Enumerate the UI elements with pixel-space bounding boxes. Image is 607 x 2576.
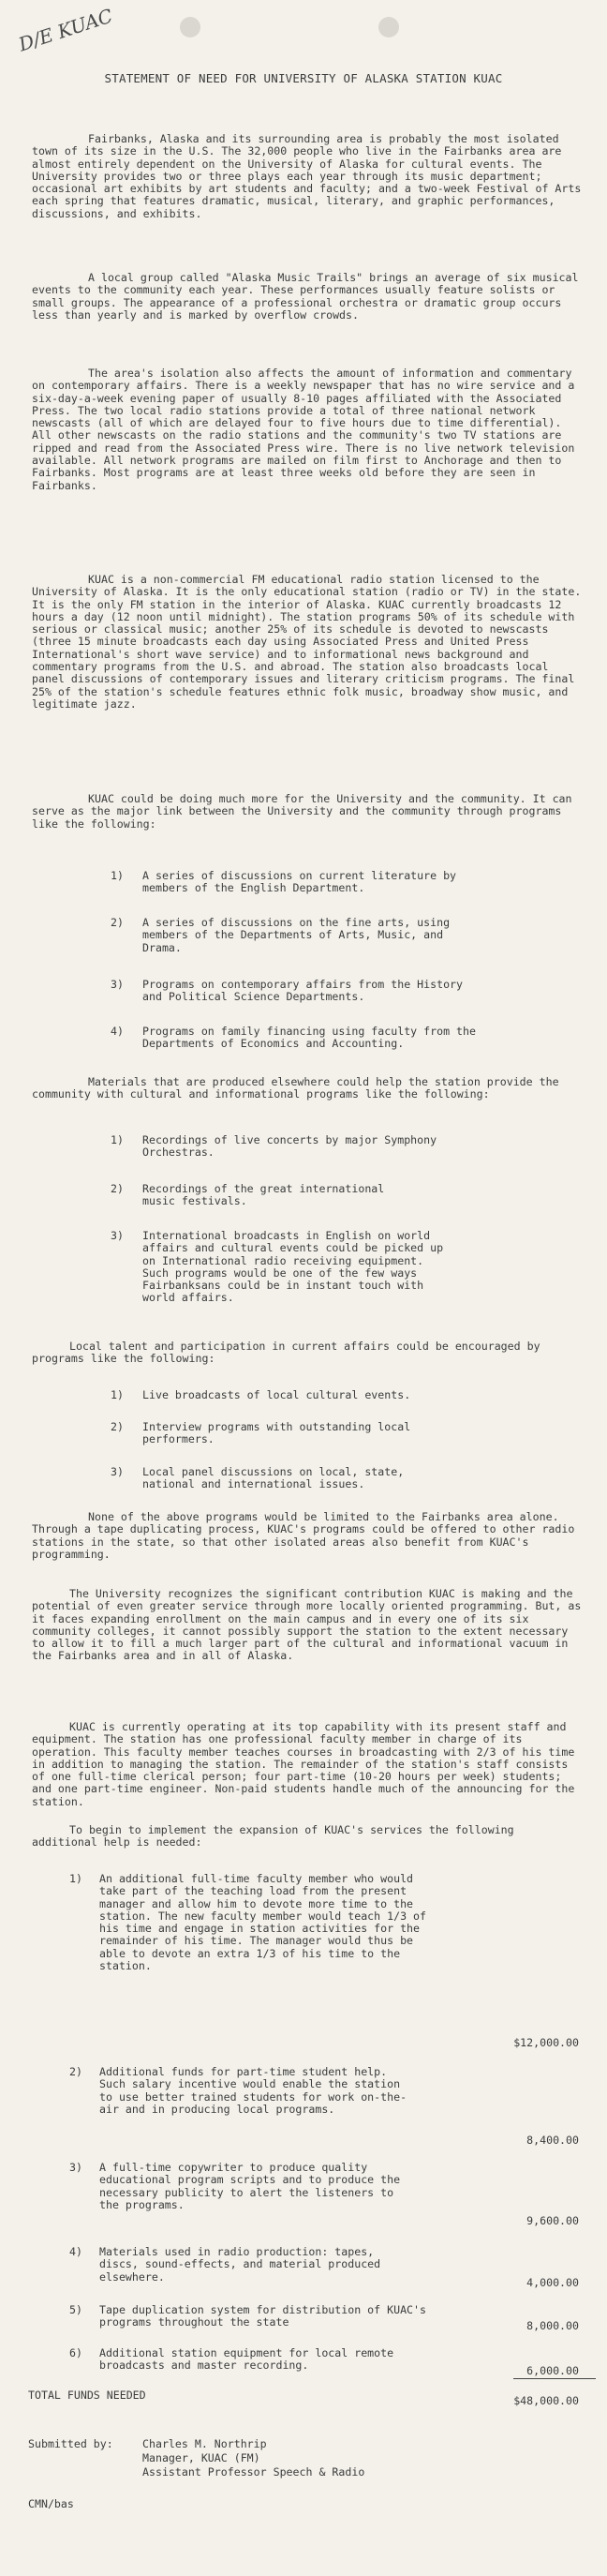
total-amount: $48,000.00 xyxy=(513,2394,579,2407)
paragraph-9: The University recognizes the significant contribution KUAC is making and the potential of even greater service through more locally oriented programming. But, as it faces expanding enrollment on the main campus and in every one of its six community colleges, it cannot possibly support the station to the extent necessary to allow it to fill a much larger part of the cultural and informational vacuum in the Fairbanks area and in all of Alaska. xyxy=(32,1587,582,1663)
submitter-position: Assistant Professor Speech & Radio xyxy=(142,2465,365,2479)
budget-amount: 9,600.00 xyxy=(526,2214,579,2227)
submitted-label: Submitted by: xyxy=(28,2437,113,2450)
handwritten-annotation: D/E KUAC xyxy=(15,4,116,56)
typist-initials: CMN/bas xyxy=(28,2497,74,2510)
budget-amount: 6,000.00 xyxy=(526,2364,579,2377)
budget-amount: 4,000.00 xyxy=(526,2276,579,2289)
budget-amount: $12,000.00 xyxy=(513,2036,579,2049)
sum-rule xyxy=(513,2378,596,2379)
document-page: D/E KUAC STATEMENT OF NEED FOR UNIVERSITY OF ALASKA STATION KUAC Fairbanks, Alaska and its surrounding area is probably the most isolated town of its size in the U.S. The 32,000 people who live in the Fairbanks area are almost entirely dependent on the University of Alaska for cultural events. The University provides two or three plays each year through its music department; occasional art exhibits by art students and faculty; and a two-week Festival of Arts each spring that features dramatic, musical, literary, and graphic performances, discussions, and exhibits. A local group called "Alaska Music Trails" brings an average of six musical events to the community each year. These performances usually feature solists or small groups. The appearance of a professional orchestra or dramatic group occurs less than yearly and is marked by overflow crowds. The area's isolation also affects the amount of information and commentary on contemporary affairs. There is a weekly newspaper that has no wire service and a six-day-a-week evening paper of usually 8-10 pages affiliated with the Associated Press. The two local radio stations provide a total of three national network newscasts (all of which are delayed four to five hours due to time differential). All other newscasts on the radio stations and the community's two TV stations are ripped and read from the Associated Press wire. There is no live network television available. All network programs are mailed on film first to Anchorage and then to Fairbanks. Most programs are at least three weeks old before they are seen in Fairbanks. KUAC is a non-commercial FM educational radio station licensed to the University of Alaska. It is the only educational station (radio or TV) in the state. It is the only FM station in the interior of Alaska. KUAC currently broadcasts 12 hours a day (12 noon until midnight). The station programs 50% of its schedule with serious or classical music; another 25% of its schedule is devoted to newscasts (three 15 minute broadcasts each day using Associated Press and United Press International's short wave service) and to informational news background and commentary programs from the U.S. and abroad. The station also broadcasts local panel discussions of contemporary issues and literary criticism programs. The final 25% of the station's schedule features ethnic folk music, broadway show music, and legitimate jazz. KUAC could be doing much more for the University and the community. It can serve as the major link between the University and the community through programs like the following: 1) A series of discussions on current literature by members of the English Department. 2) A series of discussions on the fine arts, using members of the Departments of Arts, Music, and Drama. 3) Programs on contemporary affairs from the History and Political Science Departments. 4) Programs on family financing using faculty from the Departments of Economics and Accounting. Materials that are produced elsewhere could help the station provide the community with cultural and informational programs like the following: 1) Recordings of live concerts by major Symphony Orchestras. 2) Recordings of the great international music festivals. 3) International broadcasts in English on world affairs and cultural events could be picked up on International radio receiving equipment. Such programs would be one of the few ways Fairbanksans could be in instant touch with world affairs. Local talent and participation in current affairs could be encouraged by programs like the following: 1) Live broadcasts of local cultural events. 2) Interview programs with outstanding local performers. 3) Local panel discussions on local, state, national and international issues. None of the above programs would be limited to the Fairbanks area alone. Through a tape duplicating process, KUAC's programs could be offered to other radio stations in the state, so that other isolated areas also benefit from KUAC's programming. The University recognizes the significant contribution KUAC is making and the potential of even greater service through more locally oriented programming. But, as it faces expanding enrollment on the main campus and in every one of its six community colleges, it cannot possibly support the station to the extent necessary to allow it to fill a much larger part of the cultural and informational vacuum in the Fairbanks area and in all of Alaska. KUAC is currently operating at its top capability with its present staff and equipment. The station has one professional faculty member in charge of its operation. This faculty member teaches courses in broadcasting with 2/3 of his time in addition to managing the station. The remainder of the station's staff consists of one full-time clerical person; four part-time (10-20 hours per week) students; and one part-time engineer. Non-paid students handle much of the announcing for the station. To begin to implement the expansion of KUAC's services the following additional help is needed: 1) An additional full-time faculty member who would take part of the teaching load from the present manager and allow him to devote more time to the station. The new faculty member would teach 1/3 of his time and engage in station activities for the remainder of his time. The manager would thus be able to devote an extra 1/3 of his time to the station. $12,000.00 2) Additional funds for part-time student help. Such salary incentive would enable the station to use better trained students for work on-the-air and in producing local programs. 8,400.00 3) A full-time copywriter to produce quality educational program scripts and to produce the necessary publicity to alert the listeners to the programs. 9,600.00 4) Materials used in radio production: tapes, discs, sound-effects, and material produced elsewhere. 4,000.00 5) Tape duplication system for distribution of KUAC's programs throughout the state 8,000.00 6) Additional station equipment for local remote broadcasts and master recording. 6,000.00 TOTAL FUNDS NEEDED $48,000.00 Submitted by: Charles M. Northrip Manager, KUAC (FM) Assistant Professor Speech & Radio CMN/bas xyxy=(0,0,607,2576)
punch-hole xyxy=(378,17,399,37)
budget-amount: 8,400.00 xyxy=(526,2134,579,2147)
paragraph-3: The area's isolation also affects the amount of information and commentary on contemporary affairs. There is a weekly newspaper that has no wire service and a six-day-a-week evening paper of usually 8-10 pages affiliated with the Associated Press. The two local radio stations provide a total of three national network newscasts (all of which are delayed four to five hours due to time differential). All other newscasts on the radio stations and the community's two TV stations are ripped and read from the Associated Press wire. There is no live network television available. All network programs are mailed on film first to Anchorage and then to Fairbanks. Most programs are at least three weeks old before they are seen in Fairbanks. xyxy=(32,367,575,492)
total-label: TOTAL FUNDS NEEDED xyxy=(28,2389,146,2402)
paragraph-7: Local talent and participation in current affairs could be encouraged by programs like the following: xyxy=(32,1340,540,1366)
document-title: STATEMENT OF NEED FOR UNIVERSITY OF ALASKA STATION KUAC xyxy=(104,71,503,85)
paragraph-10: KUAC is currently operating at its top capability with its present staff and equipment. The station has one professional faculty member in charge of its operation. This faculty member teaches courses in broadcasting with 2/3 of his time in addition to managing the station. The remainder of the station's staff consists of one full-time clerical person; four part-time (10-20 hours per week) students; and one part-time engineer. Non-paid students handle much of the announcing for the station. xyxy=(32,1720,575,1808)
submitter-title: Manager, KUAC (FM) xyxy=(142,2451,260,2464)
paragraph-1: Fairbanks, Alaska and its surrounding area is probably the most isolated town of its size in the U.S. The 32,000 people who live in the Fairbanks area are almost entirely dependent on the University of Alaska for cultural events. The University provides two or three plays each year through its music department; occasional art exhibits by art students and faculty; and a two-week Festival of Arts each spring that features dramatic, musical, literary, and graphic performances, discussions, and exhibits. xyxy=(32,132,582,220)
paragraph-6: Materials that are produced elsewhere could help the station provide the community with cultural and informational programs like the following: xyxy=(32,1075,559,1101)
paragraph-8: None of the above programs would be limited to the Fairbanks area alone. Through a tape duplicating process, KUAC's programs could be offered to other radio stations in the state, so that other isolated areas also benefit from KUAC's programming. xyxy=(32,1510,575,1561)
paragraph-5: KUAC could be doing much more for the University and the community. It can serve as the major link between the University and the community through programs like the following: xyxy=(32,792,572,831)
paragraph-4: KUAC is a non-commercial FM educational radio station licensed to the University of Alaska. It is the only educational station (radio or TV) in the state. It is the only FM station in the interior of Alaska. KUAC currently broadcasts 12 hours a day (12 noon until midnight). The station programs 50% of its schedule with serious or classical music; another 25% of its schedule is devoted to newscasts (three 15 minute broadcasts each day using Associated Press and United Press International's short wave service) and to informational news background and commentary programs from the U.S. and abroad. The station also broadcasts local panel discussions of contemporary issues and literary criticism programs. The final 25% of the station's schedule features ethnic folk music, broadway show music, and legitimate jazz. xyxy=(32,573,582,711)
budget-amount: 8,000.00 xyxy=(526,2319,579,2332)
submitter-name: Charles M. Northrip xyxy=(142,2437,267,2450)
paragraph-2: A local group called "Alaska Music Trails" brings an average of six musical events to the community each year. These performances usually feature solists or small groups. The appearance of a professional orchestra or dramatic group occurs less than yearly and is marked by overflow crowds. xyxy=(32,271,579,322)
punch-hole xyxy=(180,17,200,37)
paragraph-11: To begin to implement the expansion of KUAC's services the following additional help is needed: xyxy=(32,1823,514,1850)
